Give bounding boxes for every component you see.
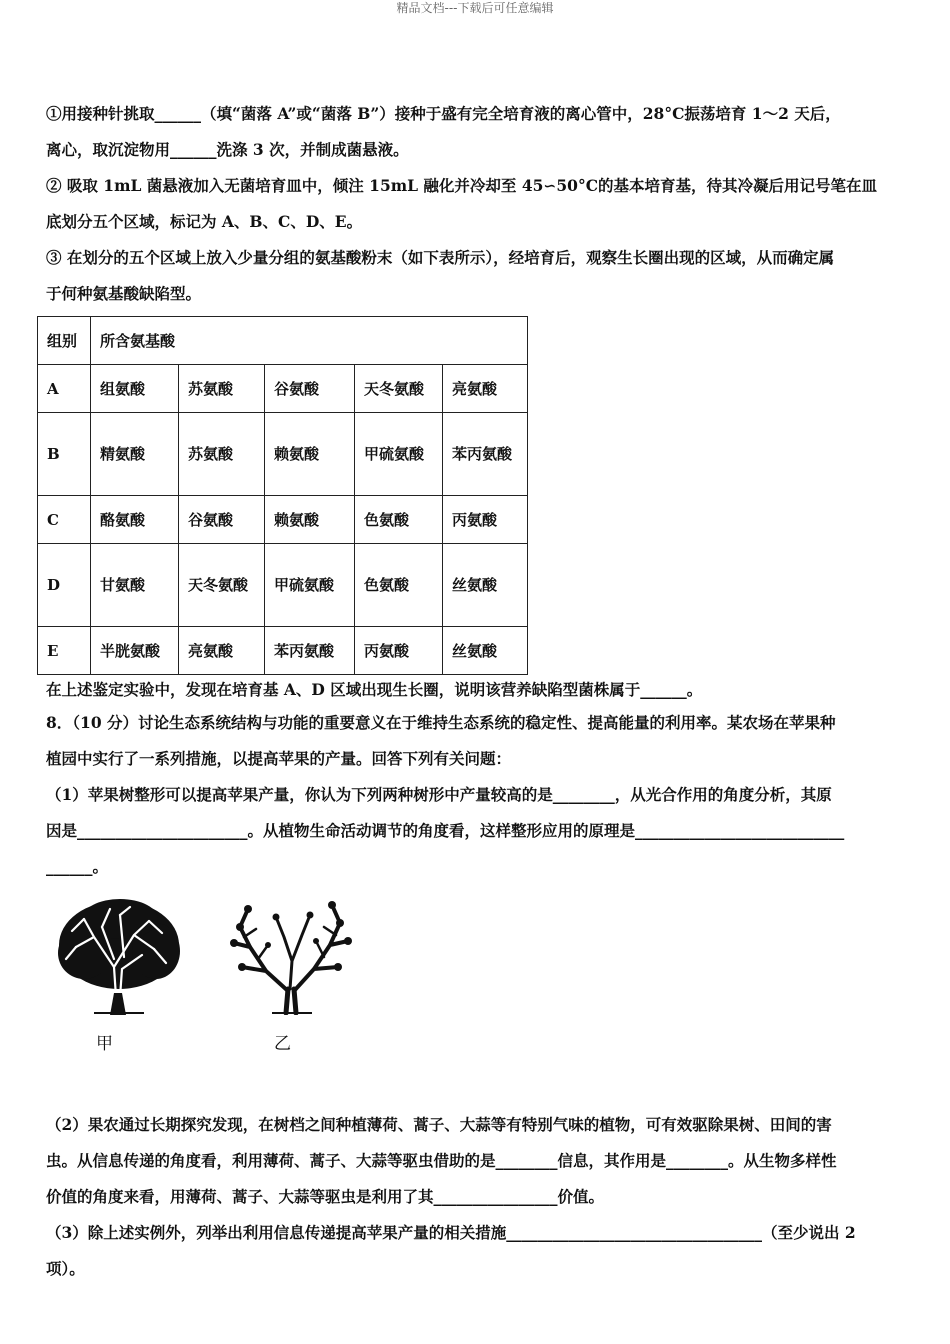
table-row: [38, 496, 528, 544]
acid-cell: 苏氨酸: [179, 413, 265, 496]
q8-part1-line-2: 因是______________________。从植物生命活动调节的角度看，这样整形应用的原理是___________________________: [46, 821, 845, 840]
header-content: 所含氨基酸: [91, 317, 528, 365]
acid-cell: 组氨酸: [91, 365, 179, 413]
table-row: [38, 544, 528, 627]
q8-part3-line-1: （3）除上述实例外，列举出利用信息传递提高苹果产量的相关措施_________________________________（至少说出 2: [46, 1223, 856, 1242]
acid-cell: 谷氨酸: [265, 365, 355, 413]
q8-part2-line-1: （2）果农通过长期探究发现，在树档之间种植薄荷、蒿子、大蒜等有特别气味的植物，可有效驱除果树、田间的害: [46, 1115, 832, 1134]
q8-part3-line-2: 项）。: [46, 1259, 85, 1278]
open-center-tree-icon: [228, 897, 358, 1015]
table-row: [38, 365, 528, 413]
group-cell: D: [38, 544, 91, 627]
bushy-tree-icon: [54, 897, 184, 1015]
group-cell: C: [38, 496, 91, 544]
table-header-row: [38, 317, 528, 365]
header-group: 组别: [38, 317, 91, 365]
table-row: [38, 627, 528, 675]
acid-cell: 精氨酸: [91, 413, 179, 496]
acid-cell: 甲硫氨酸: [265, 544, 355, 627]
q8-part1-line-1: （1）苹果树整形可以提高苹果产量，你认为下列两种树形中产量较高的是________，从光合作用的角度分析，其原: [46, 785, 832, 804]
acid-cell: 酪氨酸: [91, 496, 179, 544]
acid-cell: 丙氨酸: [443, 496, 528, 544]
acid-cell: 赖氨酸: [265, 413, 355, 496]
group-cell: A: [38, 365, 91, 413]
acid-cell: 丙氨酸: [355, 627, 443, 675]
acid-cell: 色氨酸: [355, 544, 443, 627]
acid-cell: 丝氨酸: [443, 627, 528, 675]
tree-figures: [46, 897, 904, 1107]
acid-cell: 甲硫氨酸: [355, 413, 443, 496]
acid-cell: 色氨酸: [355, 496, 443, 544]
acid-cell: 亮氨酸: [443, 365, 528, 413]
amino-acid-table: [37, 316, 528, 675]
acid-cell: 天冬氨酸: [355, 365, 443, 413]
step-2-line-1: ② 吸取 1mL 菌悬液加入无菌培育皿中，倾注 15mL 融化并冷却至 45∽50°C的基本培育基，待其冷凝后用记号笔在皿: [46, 176, 878, 195]
acid-cell: 赖氨酸: [265, 496, 355, 544]
q8-intro-line-1: 8．（10 分）讨论生态系统结构与功能的重要意义在于维持生态系统的稳定性、提高能量的利用率。某农场在苹果种: [46, 713, 836, 732]
q8-part2-line-3: 价值的角度来看，用薄荷、蒿子、大蒜等驱虫是利用了其________________价值。: [46, 1187, 605, 1206]
group-cell: E: [38, 627, 91, 675]
acid-cell: 苏氨酸: [179, 365, 265, 413]
page-header: 精品文档---下载后可任意编辑: [396, 1, 554, 15]
acid-cell: 苯丙氨酸: [265, 627, 355, 675]
group-cell: B: [38, 413, 91, 496]
step-3-line-1: ③ 在划分的五个区域上放入少量分组的氨基酸粉末（如下表所示），经培育后，观察生长圈出现的区域，从而确定属: [46, 248, 835, 267]
q8-part1-line-3: ______。: [46, 857, 109, 876]
acid-cell: 亮氨酸: [179, 627, 265, 675]
acid-cell: 丝氨酸: [443, 544, 528, 627]
conclusion: 在上述鉴定实验中，发现在培育基 A、D 区域出现生长圈，说明该营养缺陷型菌株属于______。: [46, 680, 703, 699]
acid-cell: 天冬氨酸: [179, 544, 265, 627]
acid-cell: 谷氨酸: [179, 496, 265, 544]
step-3-line-2: 于何种氨基酸缺陷型。: [46, 284, 202, 303]
step-1-line-2: 离心，取沉淀物用______洗涤 3 次，并制成菌悬液。: [46, 140, 409, 159]
step-2-line-2: 底划分五个区域，标记为 A、B、C、D、E。: [46, 212, 363, 231]
q8-part2-line-2: 虫。从信息传递的角度看，利用薄荷、蒿子、大蒜等驱虫借助的是________信息，其作用是________。从生物多样性: [46, 1151, 837, 1170]
acid-cell: 半胱氨酸: [91, 627, 179, 675]
tree-label-b: 乙: [274, 1034, 291, 1054]
tree-label-a: 甲: [96, 1034, 113, 1054]
step-1-line-1: ①用接种针挑取______（填“菌落 A”或“菌落 B”）接种于盛有完全培育液的离心管中，28°C振荡培育 1～2 天后，: [46, 104, 841, 123]
q8-intro-line-2: 植园中实行了一系列措施，以提高苹果的产量。回答下列有关问题：: [46, 749, 512, 768]
acid-cell: 甘氨酸: [91, 544, 179, 627]
acid-cell: 苯丙氨酸: [443, 413, 528, 496]
document-body: [46, 96, 904, 1287]
table-row: [38, 413, 528, 496]
